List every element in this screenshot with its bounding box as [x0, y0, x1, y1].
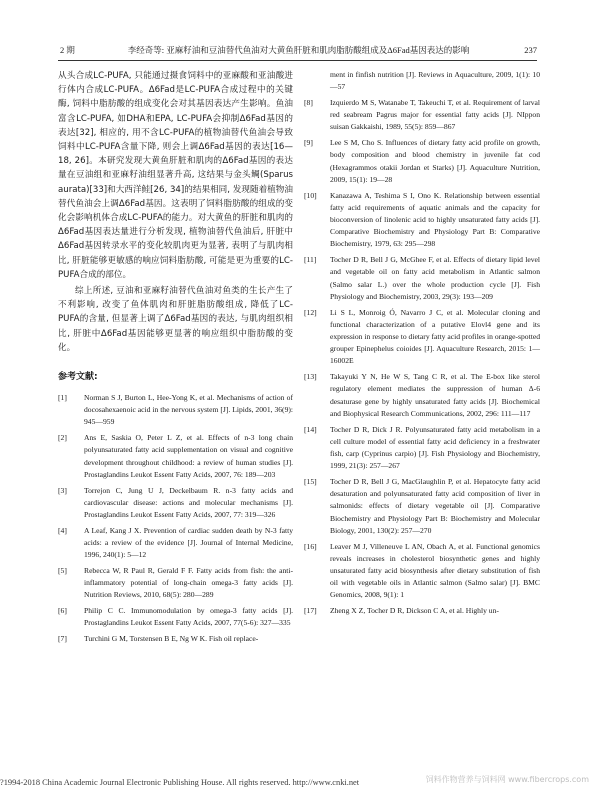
copyright-notice: ?1994-2018 China Academic Journal Electronic Publishing House. All rights reserved. http://www.cnki.net	[0, 778, 360, 787]
reference-text: Zheng X Z, Tocher D R, Dickson C A, et al. Highly un-	[330, 606, 499, 616]
watermark: 饲料作物营养与饲料网 www.fibercrops.com	[425, 775, 589, 784]
reference-item	[304, 307, 540, 368]
reference-number: [2]	[58, 433, 67, 443]
reference-number: [5]	[58, 566, 67, 576]
reference-text: Turchini G M, Torstensen B E, Ng W K. Fish oil replace-	[84, 634, 259, 644]
reference-number: [17]	[304, 606, 317, 616]
reference-number: [14]	[304, 424, 317, 434]
reference-number: [9]	[304, 138, 313, 148]
reference-text: Tocher D R, Bell J G, McGhee F, et al. Effects of dietary lipid level and vegetable oil on fatty acid metabolism in Atlantic salmon (Salmo salar L.) over the whole production cycle [J]. Fish Physiology and Biochemistry, 2003, 29(3): 193—209	[330, 255, 540, 301]
reference-number: [7]	[58, 634, 67, 644]
page-number-left: 2 期	[60, 45, 75, 55]
reference-item	[304, 371, 540, 420]
reference-text: Takayuki Y N, He W S, Tang C R, et al. The E-box like sterol regulatory element mediates the suppression of human Δ-6 desaturase gene by highly unsaturated fatty acids [J]. Biochemical and Biophysical Research Communications, 2002, 296: 111—117	[330, 372, 540, 418]
reference-item	[304, 476, 540, 537]
reference-text: A Leaf, Kang J X. Prevention of cardiac sudden death by N-3 fatty acids: a review of the evidence [J]. Journal of Internal Medicine, 1996, 240(1): 5—12	[84, 525, 293, 560]
reference-item	[58, 565, 293, 602]
reference-item	[58, 392, 293, 429]
reference-number: [12]	[304, 307, 317, 317]
reference-text: Norman S J, Burton L, Hee-Yong K, et al. Mechanisms of action of docosahexaenoic acid in the nervous system [J]. Lipids, 2001, 36(9): 945—959	[84, 393, 293, 427]
reference-number: [15]	[304, 477, 317, 487]
reference-text: Lee S M, Cho S. Influences of dietary fatty acid profile on growth, body composition and blood chemistry in juvenile fat cod (Hexagrammos otakii Jordan et Starks) [J]. Aquaculture Nutrition, 2009, 15(1): 19—28	[330, 138, 540, 184]
reference-text: Li S L, Monroig Ó, Navarro J C, et al. Molecular cloning and functional characterization of a putative Elovl4 gene and its expression in response to dietary fatty acid profiles in orange-spotted grouper Epinephelus coioides [J]. Aquaculture Research, 2015: 1—16002E	[330, 307, 540, 366]
reference-item	[304, 97, 540, 134]
reference-text: Rebecca W, R Paul R, Gerald F F. Fatty acids from fish: the anti-inflammatory potential of long-chain omega-3 fatty acids [J]. Nutrition Reviews, 2010, 68(5): 280—289	[84, 566, 293, 600]
reference-item	[58, 633, 293, 645]
reference-number: [1]	[58, 393, 67, 403]
reference-number: [6]	[58, 606, 67, 616]
reference-item	[304, 605, 540, 617]
reference-text: Kanazawa A, Teshima S I, Ono K. Relationship between essential fatty acid requirements of aquatic animals and the capacity for bioconversion of linolenic acid to highly unsaturated fatty acids [J]. Comparative Biochemistry and Physiology Part B: Comparative Biochemistry, 1979, 63: 295—298	[330, 190, 540, 249]
body-paragraph-2: 综上所述, 豆油和亚麻籽油替代鱼油对鱼类的生长产生了不利影响, 改变了鱼体肌肉和肝脏脂肪酸组成, 降低了LC-PUFA的含量, 但显著上调了Δ6Fad基因的表达, 与肌肉组织相比, 肝脏中Δ6Fad基因能够更显著的响应组织中脂肪酸的变化。	[58, 286, 293, 353]
reference-number: [4]	[58, 525, 67, 535]
reference-text: Izquierdo M S, Watanabe T, Takeuchi T, et al. Requirement of larval red seabream Pagrus major for essential fatty acids [J]. NIppon suisan Gakkaishi, 1989, 55(5): 859—867	[330, 98, 540, 132]
reference-text: Torrejon C, Jung U J, Deckelbaum R. n-3 fatty acids and cardiovascular disease: actions and molecular mechanisms [J]. Prostaglandins Leukot Essent Fatty Acids, 2007, 77: 319—326	[84, 485, 293, 520]
reference-item	[58, 432, 293, 481]
reference-item	[304, 424, 540, 473]
reference-text: Tocher D R, Dick J R. Polyunsaturated fatty acid metabolism in a cell culture model of essential fatty acid deficiency in a freshwater fish, carp (Cyprinus carpio) [J]. Fish Physiology and Biochemistry, 1999, 21(3): 257—267	[330, 424, 540, 471]
reference-number: [13]	[304, 372, 317, 382]
reference-number: [3]	[58, 485, 67, 495]
reference-text: Ans E, Saskia O, Peter L Z, et al. Effects of n-3 long chain polyunsaturated fatty acid supplementation on visual and cognitive development throughout childhood: a review of human studies [J]. Prostaglandins Leukot Essent Fatty Acids, 2007, 76: 189—203	[84, 433, 293, 479]
reference-item	[304, 69, 540, 93]
body-paragraph-1: 从头合成LC-PUFA, 只能通过摄食饲料中的亚麻酸和亚油酸进行体内合成LC-PUFA。Δ6Fad是LC-PUFA合成过程中的关键酶, 饲料中脂肪酸的组成变化会对其基因表达产生影响。鱼油富含LC-PUFA, 如DHA和EPA, LC-PUFA会抑制Δ6Fad基因的表达[32], 相应的, 用不含LC-PUFA的植物油替代鱼油会导致饲料中LC-PUFA含量下降, 则会上调Δ6Fad基因的表达[16—18, 26]。本研究发现大黄鱼肝脏和肌肉的Δ6Fad基因的表达量在豆油组和亚麻籽油组显著升高, 这结果与金头鲷(Sparus aurata)[33]和大西洋鲑[26, 34]的结果相同, 发现随着植物油替代鱼油会上调Δ6Fad基因。这表明了饲料脂肪酸的组成的变化会影响机体合成LC-PUFA的能力。对大黄鱼的肝脏和肌肉的Δ6Fad基因表达量进行分析发现, 植物油替代鱼油后, 肝脏中Δ6Fad基因转录水平的变化较肌肉更为显著, 表明了与肌肉相比, 肝脏能够更敏感的响应饲料脂肪酸, 可能是更为重要的LC-PUFA合成的部位。	[58, 71, 293, 280]
page-number-right: 237	[524, 45, 537, 55]
reference-number: [11]	[304, 255, 317, 265]
running-header	[60, 42, 537, 58]
reference-item	[58, 605, 293, 629]
reference-text: ment in finfish nutrition [J]. Reviews in Aquaculture, 2009, 1(1): 10—57	[330, 70, 540, 92]
reference-item	[304, 541, 540, 602]
reference-item	[58, 485, 293, 522]
page-footer	[0, 775, 595, 792]
reference-text: Philip C C. Immunomodulation by omega-3 fatty acids [J]. Prostaglandins Leukot Essent Fatty Acids, 2007, 77(5-6): 327—335	[84, 606, 293, 628]
left-column	[58, 69, 293, 649]
reference-item	[304, 254, 540, 303]
reference-number: [16]	[304, 541, 317, 551]
reference-text: Tocher D R, Bell J G, MacGlaughlin P, et al. Hepatocyte fatty acid desaturation and polyunsaturated fatty acid composition of liver in salmonids: effects of dietary vegetable oil [J]. Comparative Biochemistry and Physiology Part B: Biochemistry and Molecular Biology, 2001, 130(2): 257—270	[330, 477, 540, 535]
reference-list-right	[304, 69, 540, 617]
reference-number: [8]	[304, 98, 313, 107]
right-column	[304, 69, 540, 621]
running-title: 李经奇等: 亚麻籽油和豆油替代鱼油对大黄鱼肝脏和肌肉脂肪酸组成及Δ6Fad基因表达的影响	[127, 45, 470, 55]
references-heading: 参考文献:	[58, 372, 98, 383]
reference-item	[304, 190, 540, 251]
reference-item	[58, 525, 293, 562]
reference-text: Leaver M J, Villeneuve L AN, Obach A, et al. Functional genomics reveals increases in cholesterol biosynthetic genes and highly unsaturated fatty acid biosynthesis after dietary substitution of fish oil with vegetable oils in Atlantic salmon (Salmo salar) [J]. BMC Genomics, 2008, 9(1): 1	[330, 541, 540, 600]
reference-number: [10]	[304, 190, 317, 200]
reference-item	[304, 137, 540, 186]
header-rule	[58, 60, 537, 61]
reference-list-left	[58, 392, 293, 645]
